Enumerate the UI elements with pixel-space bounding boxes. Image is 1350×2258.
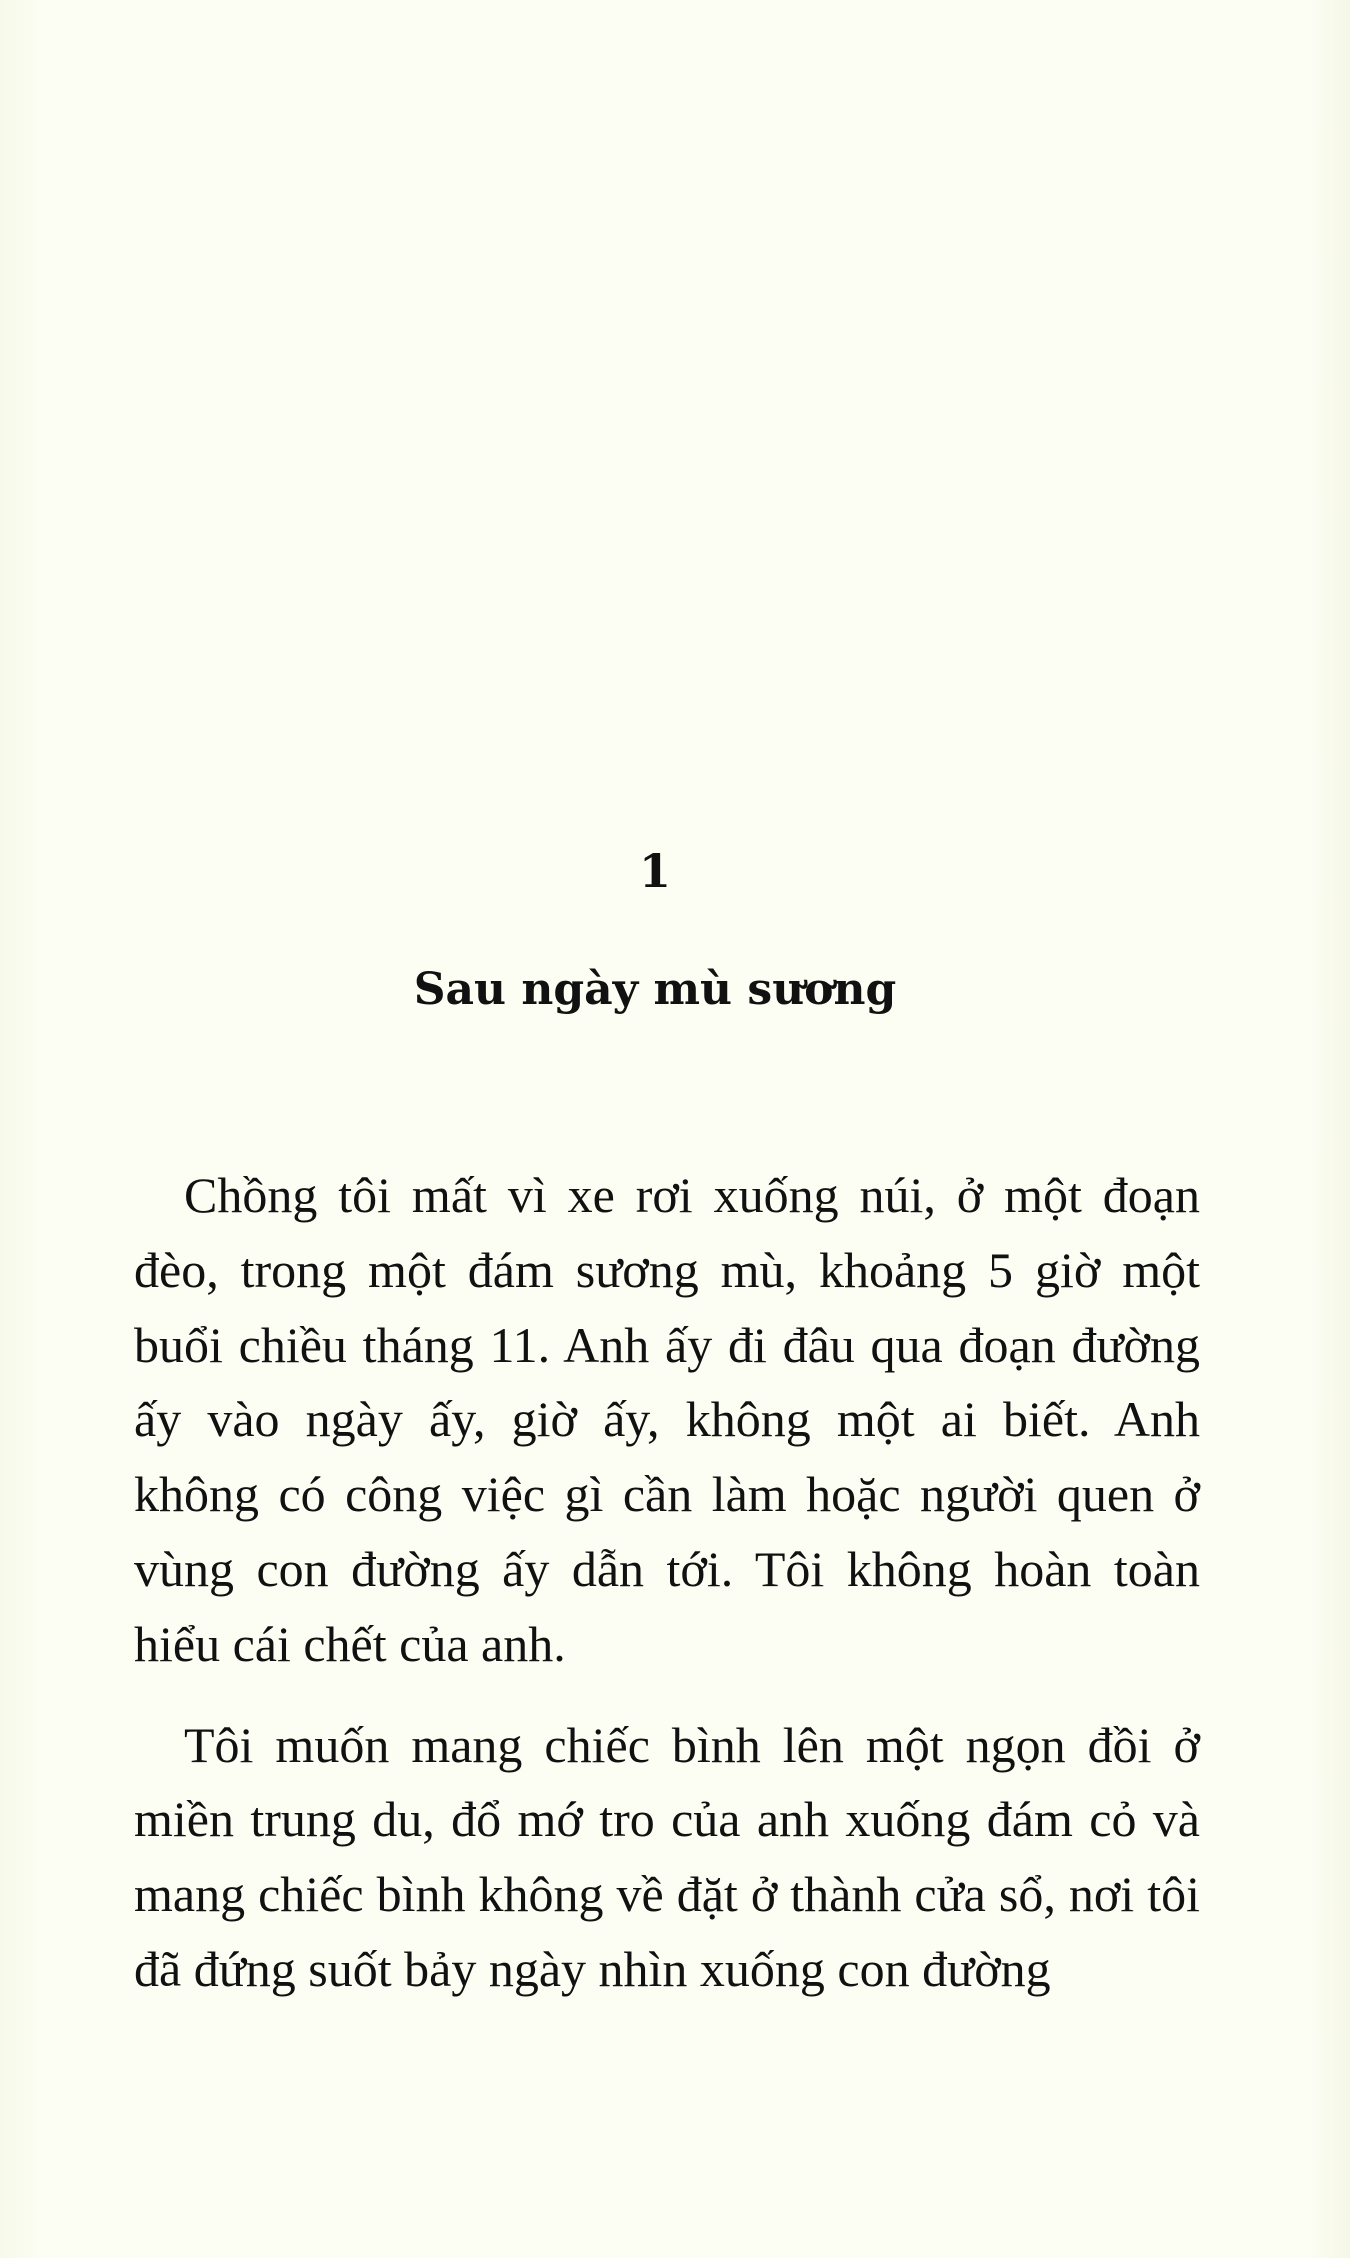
paragraph-2: Tôi muốn mang chiếc bình lên một ngọn đồi ở miền trung du, đổ mớ tro của anh xuống đám cỏ và mang chiếc bình không về đặt ở thành cửa sổ, nơi tôi đã đứng suốt bảy ngày nhìn xuống con đường xyxy=(134,1716,1200,1997)
body-text xyxy=(134,1158,1200,2007)
paragraph-1: Chồng tôi mất vì xe rơi xuống núi, ở một đoạn đèo, trong một đám sương mù, khoảng 5 giờ một buổi chiều tháng 11. Anh ấy đi đâu qua đoạn đường ấy vào ngày ấy, giờ ấy, không một ai biết. Anh không có công việc gì cần làm hoặc người quen ở vùng con đường ấy dẫn tới. Tôi không hoàn toàn hiểu cái chết của anh. xyxy=(134,1167,1200,1672)
chapter-title: Sau ngày mù sương xyxy=(413,964,897,1015)
chapter-number: 1 xyxy=(638,844,671,898)
